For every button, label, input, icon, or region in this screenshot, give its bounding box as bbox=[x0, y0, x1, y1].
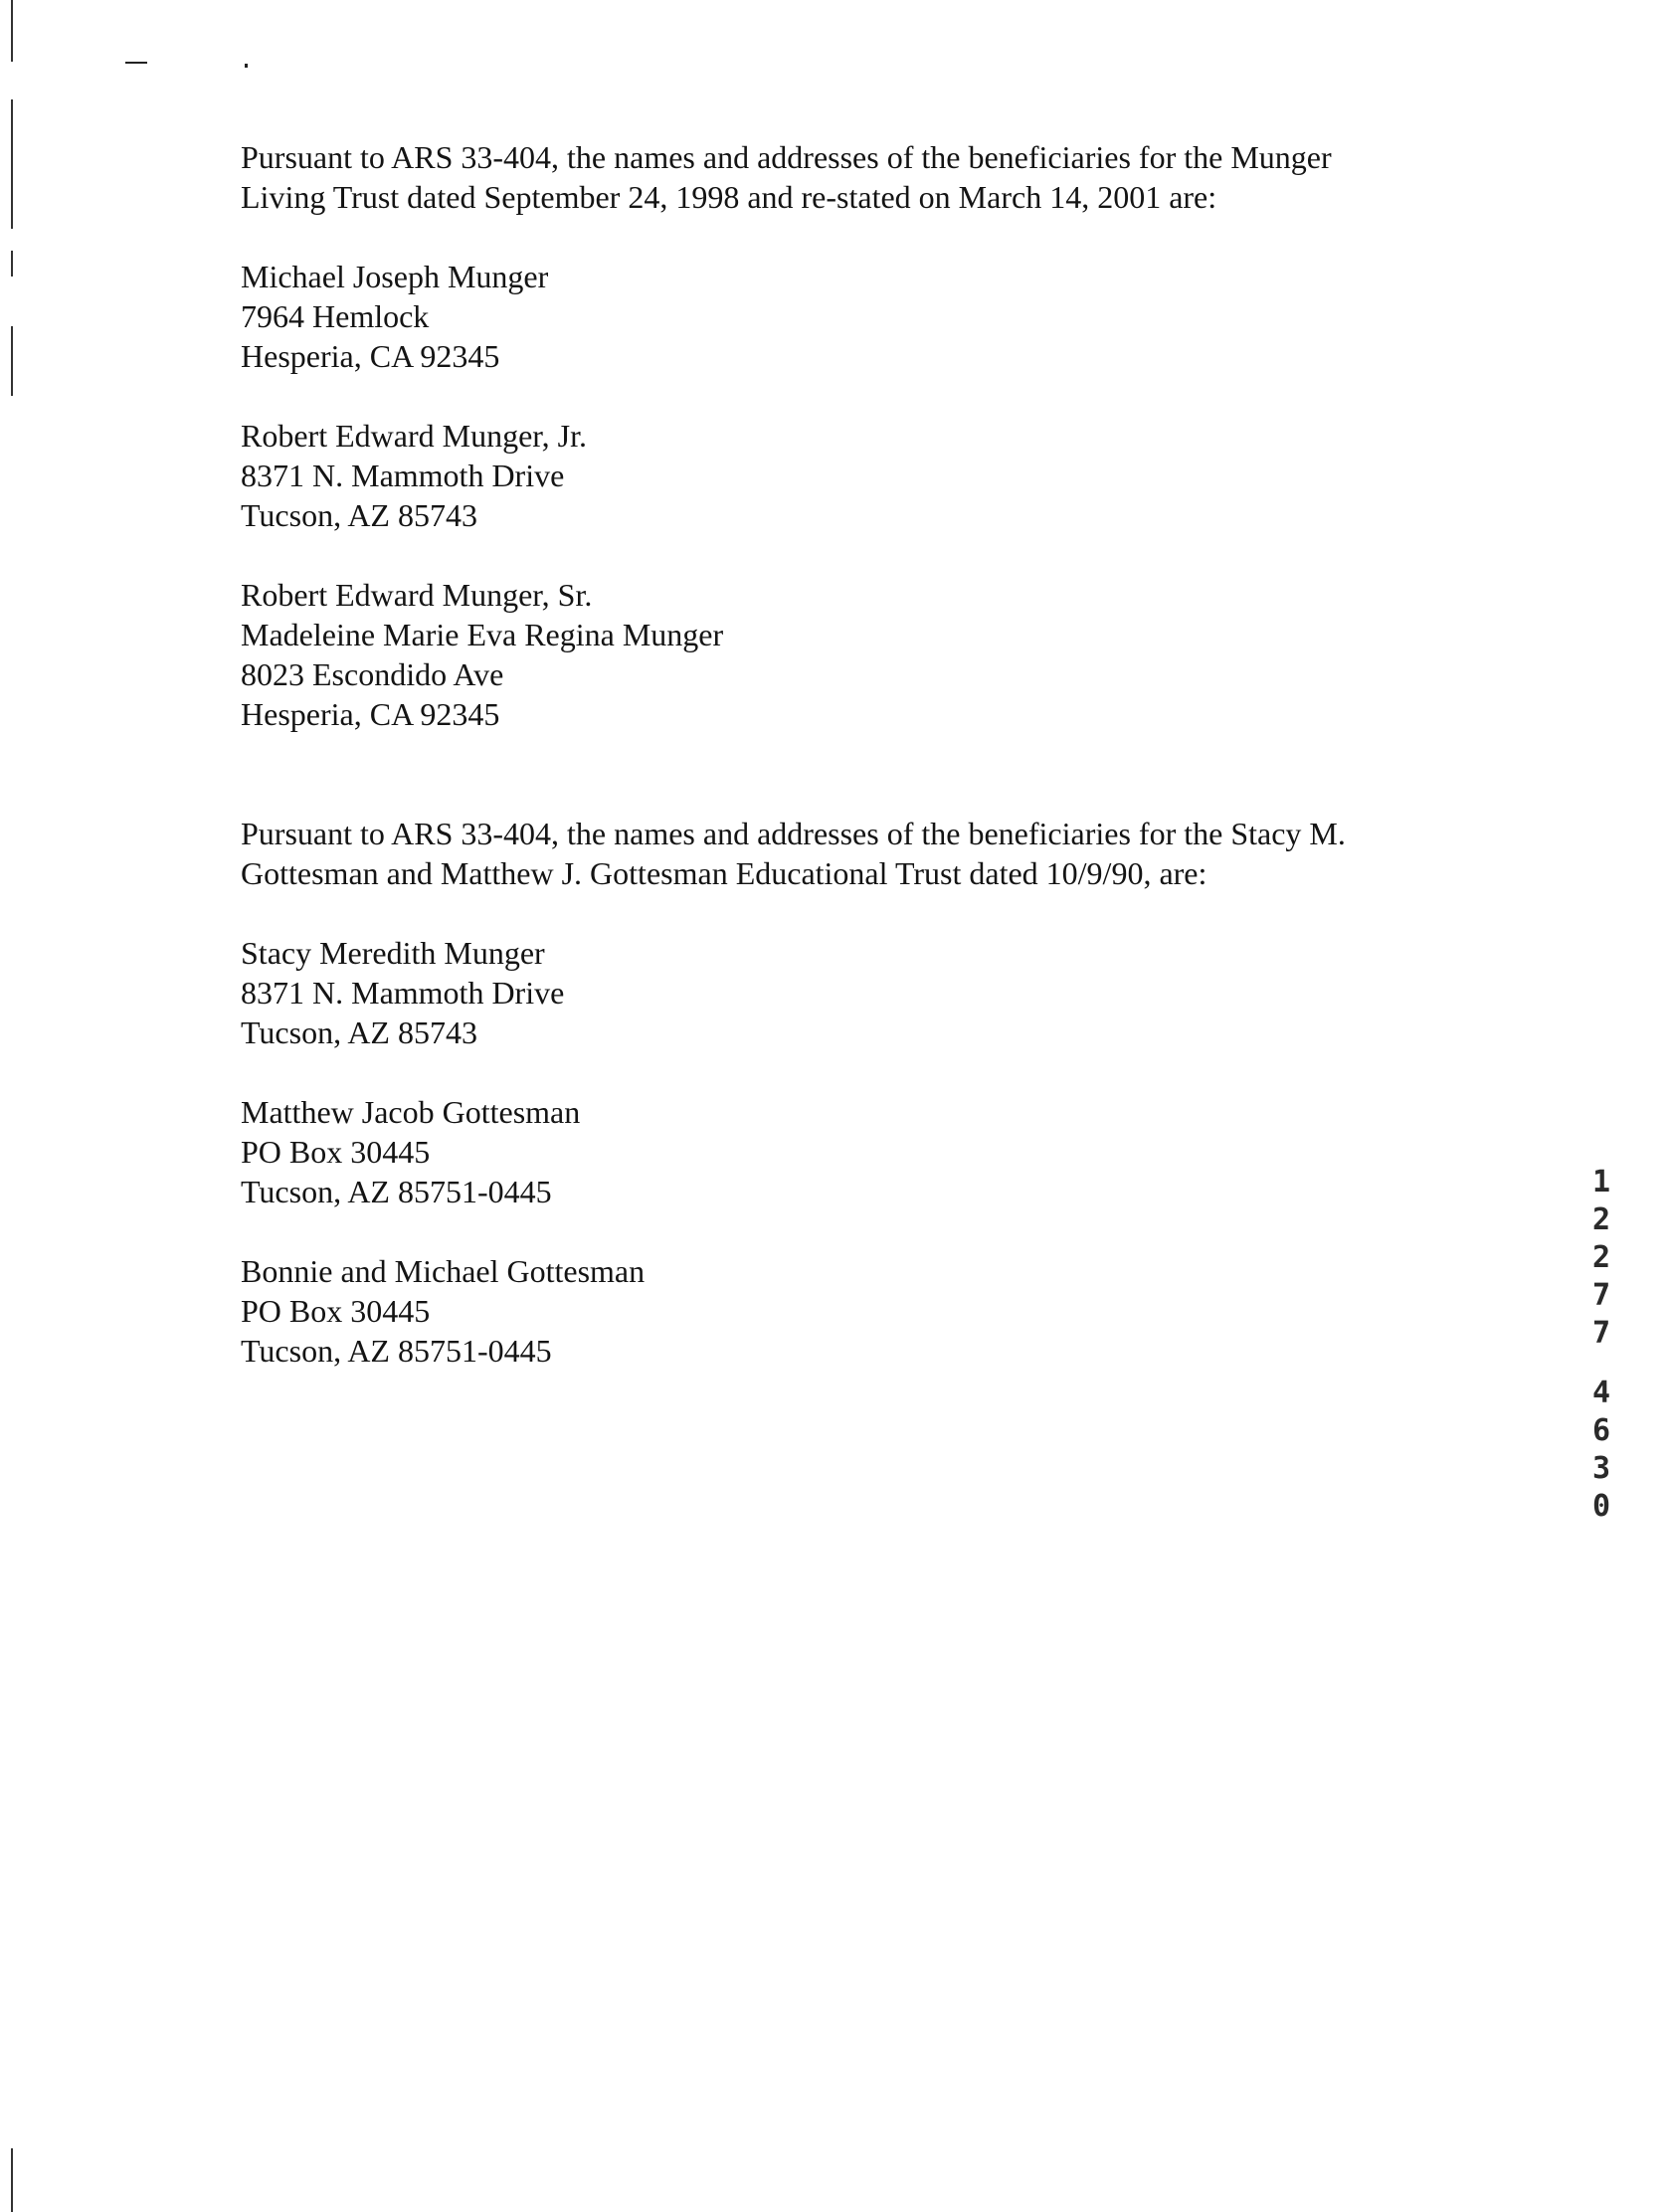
intro-line: Pursuant to ARS 33-404, the names and addresses of the beneficiaries for the Stacy M. bbox=[241, 816, 1346, 851]
scan-speck bbox=[245, 64, 248, 68]
stamp-digit: 0 bbox=[1591, 1489, 1611, 1524]
section1-intro bbox=[241, 137, 1494, 217]
stamp-digit: 6 bbox=[1591, 1413, 1611, 1448]
beneficiary-name: Matthew Jacob Gottesman bbox=[241, 1094, 581, 1130]
scan-speck bbox=[125, 62, 147, 64]
intro-line: Pursuant to ARS 33-404, the names and addresses of the beneficiaries for the Munger bbox=[241, 139, 1332, 175]
beneficiary-name: Robert Edward Munger, Sr. bbox=[241, 577, 593, 613]
scan-margin-mark bbox=[11, 0, 13, 62]
beneficiary-address bbox=[241, 1251, 1494, 1371]
street-address: 7964 Hemlock bbox=[241, 298, 430, 334]
street-address: 8371 N. Mammoth Drive bbox=[241, 975, 565, 1011]
beneficiary-address bbox=[241, 416, 1494, 535]
street-address: PO Box 30445 bbox=[241, 1134, 431, 1170]
beneficiary-name: Michael Joseph Munger bbox=[241, 259, 549, 294]
scan-margin-mark bbox=[11, 99, 13, 229]
city-state-zip: Tucson, AZ 85751-0445 bbox=[241, 1333, 552, 1369]
stamp-digit: 7 bbox=[1591, 1316, 1611, 1351]
section2-intro bbox=[241, 814, 1494, 893]
stamp-gap bbox=[1583, 1353, 1619, 1375]
beneficiary-name: Robert Edward Munger, Jr. bbox=[241, 418, 587, 454]
document-number-stamp bbox=[1583, 1164, 1619, 1526]
scan-margin-mark bbox=[11, 2148, 13, 2212]
stamp-digit: 3 bbox=[1591, 1451, 1611, 1486]
stamp-digit: 7 bbox=[1591, 1278, 1611, 1313]
document-body bbox=[241, 137, 1494, 1371]
beneficiary-address bbox=[241, 575, 1494, 734]
street-address: PO Box 30445 bbox=[241, 1293, 431, 1329]
scan-margin-mark bbox=[11, 326, 13, 396]
city-state-zip: Hesperia, CA 92345 bbox=[241, 338, 500, 374]
city-state-zip: Tucson, AZ 85743 bbox=[241, 497, 477, 533]
stamp-digit: 2 bbox=[1591, 1202, 1611, 1237]
stamp-digit: 4 bbox=[1591, 1376, 1611, 1410]
beneficiary-address bbox=[241, 1092, 1494, 1211]
scan-margin-mark bbox=[11, 251, 13, 276]
city-state-zip: Tucson, AZ 85751-0445 bbox=[241, 1174, 552, 1209]
street-address: 8023 Escondido Ave bbox=[241, 656, 504, 692]
intro-line: Living Trust dated September 24, 1998 and re-stated on March 14, 2001 are: bbox=[241, 179, 1217, 215]
city-state-zip: Tucson, AZ 85743 bbox=[241, 1014, 477, 1050]
stamp-digit: 1 bbox=[1591, 1165, 1611, 1199]
beneficiary-name: Madeleine Marie Eva Regina Munger bbox=[241, 617, 724, 652]
beneficiary-name: Stacy Meredith Munger bbox=[241, 935, 545, 971]
intro-line: Gottesman and Matthew J. Gottesman Educational Trust dated 10/9/90, are: bbox=[241, 855, 1207, 891]
beneficiary-address bbox=[241, 257, 1494, 376]
beneficiary-name: Bonnie and Michael Gottesman bbox=[241, 1253, 646, 1289]
street-address: 8371 N. Mammoth Drive bbox=[241, 458, 565, 493]
stamp-digit: 2 bbox=[1591, 1240, 1611, 1275]
city-state-zip: Hesperia, CA 92345 bbox=[241, 696, 500, 732]
beneficiary-address bbox=[241, 933, 1494, 1052]
